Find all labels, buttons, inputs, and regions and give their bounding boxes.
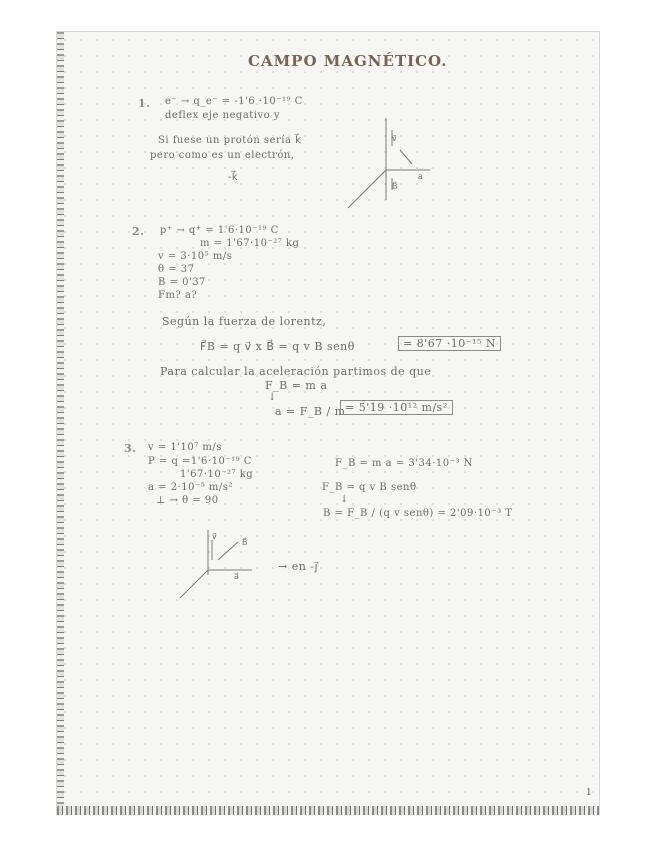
page-title: CAMPO MAGNÉTICO. <box>248 52 448 70</box>
problem-1-line-1: e⁻ → q_e⁻ = -1'6 ·10⁻¹⁹ C <box>165 96 303 107</box>
problem-3-line-3: 1'67·10⁻²⁷ kg <box>180 469 254 480</box>
problem-3-number: 3. <box>124 442 137 455</box>
problem-2-number: 2. <box>132 225 145 238</box>
problem-3-B-label: B⃗ <box>242 538 248 547</box>
problem-2-line-10: F_B = m a <box>265 379 328 392</box>
problem-3-line-4: a = 2·10⁻⁵ m/s² <box>148 482 233 493</box>
problem-1-B-label: B⃗ <box>392 182 398 191</box>
problem-2-line-9: Para calcular la aceleración partimos de que <box>160 365 432 378</box>
problem-3-line-1: v = 1'10⁷ m/s <box>148 442 222 453</box>
problem-3-line-2: P = q =1'6·10⁻¹⁹ C <box>148 456 252 467</box>
problem-2-line-11: ↓ <box>268 392 277 403</box>
problem-3-v-label: v⃗ <box>212 532 218 541</box>
problem-3-right-2: F_B = q v B senθ <box>322 482 417 493</box>
problem-3-answer: → en -j⃗ <box>278 560 319 573</box>
problem-2-line-2: m = 1'67·10⁻²⁷ kg <box>200 238 300 249</box>
problem-1-a-label: a <box>418 172 424 181</box>
problem-1-line-2: deflex eje negativo y <box>165 110 281 121</box>
page-number: 1 <box>586 788 593 798</box>
problem-2-line-4: θ = 37 <box>158 264 195 275</box>
problem-3-a-label: a⃗ <box>234 572 240 581</box>
problem-2-line-3: v = 3·10⁵ m/s <box>158 251 233 262</box>
problem-1-number: 1. <box>138 97 151 110</box>
problem-1-answer: -k⃗ <box>228 172 239 183</box>
problem-3-right-4: B = F_B / (q v senθ) = 2'09·10⁻³ T <box>323 508 513 519</box>
problem-2-line-12: a = F_B / m <box>275 405 346 418</box>
problem-3-right-1: F_B = m a = 3'34·10⁻³ N <box>335 458 473 469</box>
problem-2-line-7: Según la fuerza de lorentz, <box>162 315 327 328</box>
problem-3-right-3: ↓ <box>340 494 349 505</box>
problem-3-line-5: ⊥ → θ = 90 <box>156 495 219 506</box>
problem-2-line-6: Fm? a? <box>158 290 198 301</box>
problem-2-line-5: B = 0'37 <box>158 277 206 288</box>
problem-2-line-1: p⁺ → q⁺ = 1'6·10⁻¹⁹ C <box>160 225 279 236</box>
problem-2-force-result: = 8'67 ·10⁻¹⁵ N <box>398 336 501 351</box>
problem-1-line-4: pero como es un electrón, <box>150 150 295 161</box>
problem-1-line-3: Si fuese un protón sería k⃗ <box>158 135 302 146</box>
problem-2-acceleration-result: = 5'19 ·10¹² m/s² <box>340 400 453 415</box>
problem-2-line-8: F⃗B = q v⃗ x B⃗ = q v B senθ <box>200 340 355 353</box>
problem-1-v-label: v⃗ <box>392 134 398 143</box>
